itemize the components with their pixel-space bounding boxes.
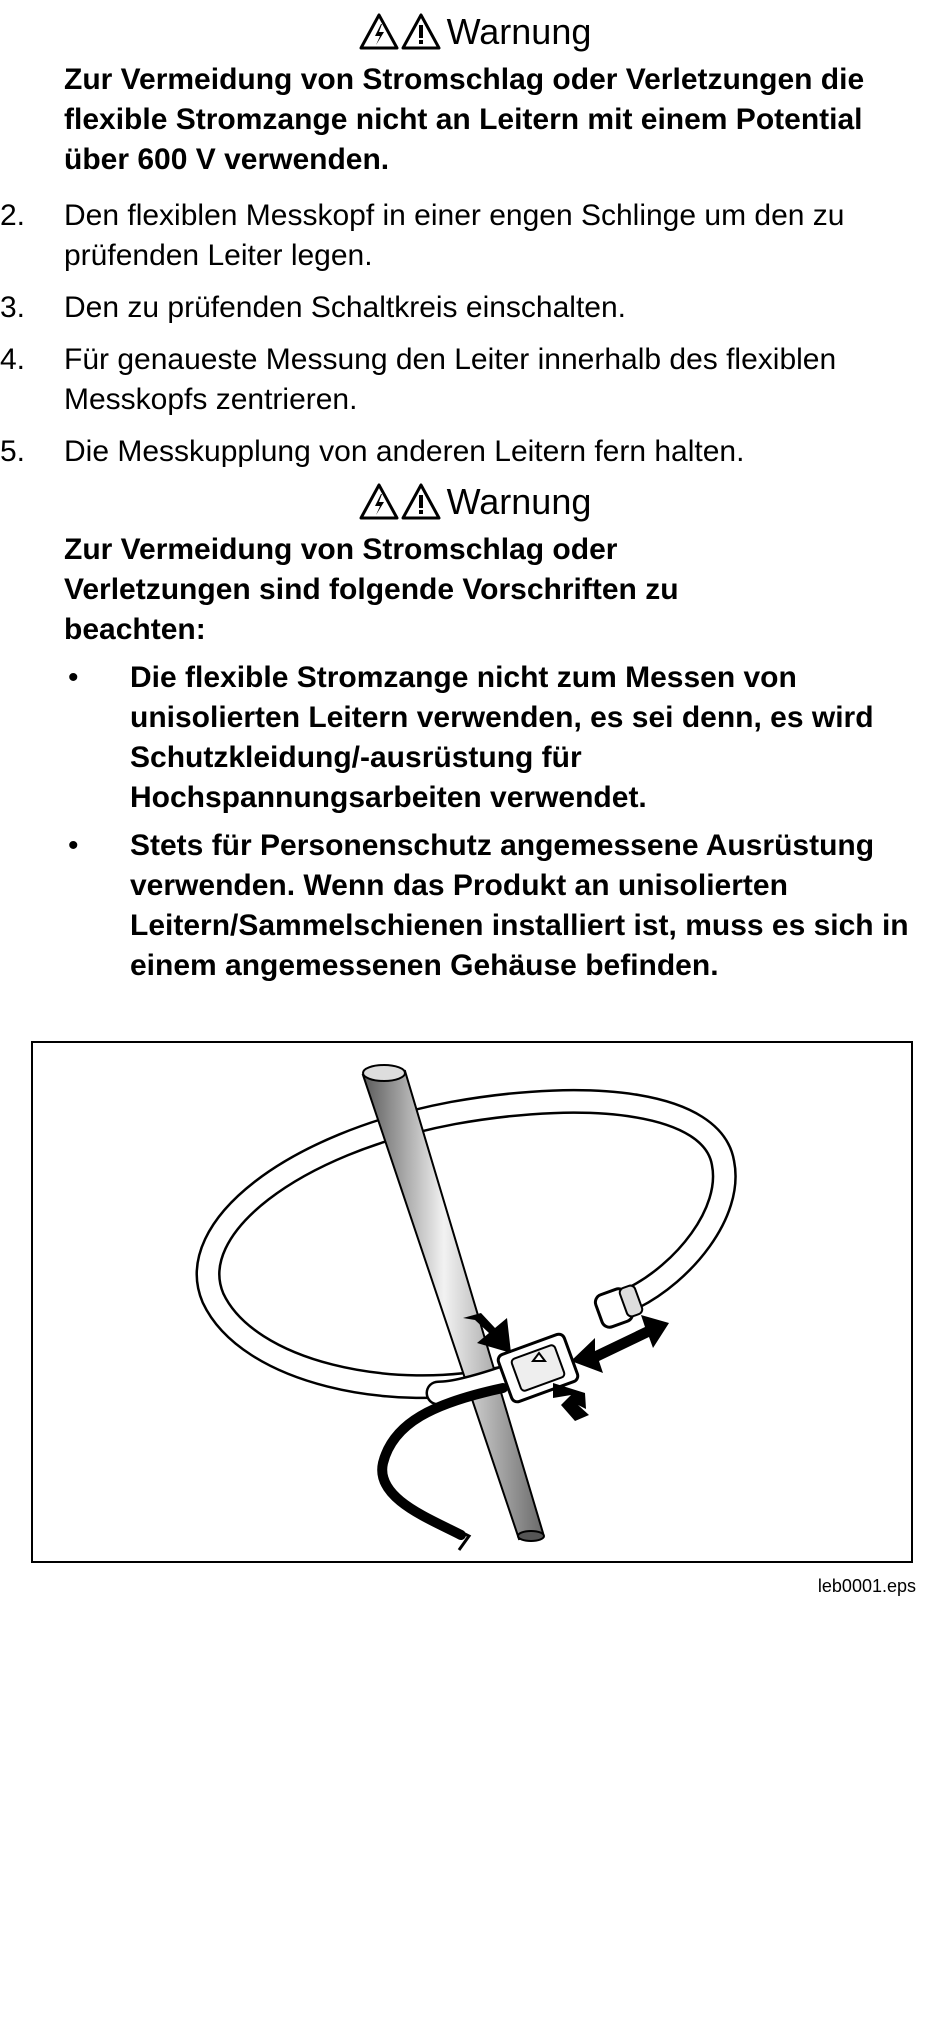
step-number: 4. <box>0 343 26 376</box>
step-text: Den flexiblen Messkopf in einer engen Schlinge um den zu prüfenden Leiter legen. <box>64 199 845 272</box>
warning-heading-1 <box>0 12 950 52</box>
flexible-clamp-illustration <box>33 1043 911 1561</box>
step-number: 5. <box>0 435 26 468</box>
electrical-hazard-icon <box>359 483 399 521</box>
step-number: 3. <box>0 291 26 324</box>
caution-icon <box>401 483 441 521</box>
step-text: Die Messkupplung von anderen Leitern fern halten. <box>64 435 745 468</box>
bullet-item <box>64 658 884 818</box>
step-item <box>0 340 930 420</box>
bullet-icon: • <box>68 661 79 694</box>
bullet-icon: • <box>68 829 79 862</box>
warning-text-2: Zur Vermeidung von Stromschlag oder Verletzungen sind folgende Vorschriften zu beachten: <box>64 533 679 646</box>
step-number: 2. <box>0 199 26 232</box>
bullet-item <box>64 826 909 1026</box>
caution-icon <box>401 13 441 51</box>
bullet-text: Stets für Personenschutz angemessene Ausrüstung verwenden. Wenn das Produkt an unisolierten Leitern/Sammelschienen installiert ist, muss es sich in einem angemessenen Gehäuse befinden. <box>130 829 909 982</box>
warning-title: Warnung <box>446 481 592 522</box>
step-item <box>0 432 930 472</box>
warning-text-1: Zur Vermeidung von Stromschlag oder Verletzungen die flexible Stromzange nicht an Leitern mit einem Potential über 600 V verwenden. <box>64 63 865 176</box>
figure-frame <box>31 1041 913 1563</box>
conductor <box>363 1065 544 1541</box>
warning-heading-2 <box>0 482 950 522</box>
step-text: Für genaueste Messung den Leiter innerhalb des flexiblen Messkopfs zentrieren. <box>64 343 837 416</box>
figure-caption: leb0001.eps <box>817 1576 916 1596</box>
push-arrow <box>553 1383 589 1421</box>
step-item <box>0 196 930 276</box>
bullet-text: Die flexible Stromzange nicht zum Messen von unisolierten Leitern verwenden, es sei denn, es wird Schutzkleidung/-ausrüstung für Hochspannungsarbeiten verwendet. <box>130 661 874 814</box>
electrical-hazard-icon <box>359 13 399 51</box>
step-text: Den zu prüfenden Schaltkreis einschalten. <box>64 291 627 324</box>
warning-title: Warnung <box>446 11 592 52</box>
step-item <box>0 288 930 328</box>
